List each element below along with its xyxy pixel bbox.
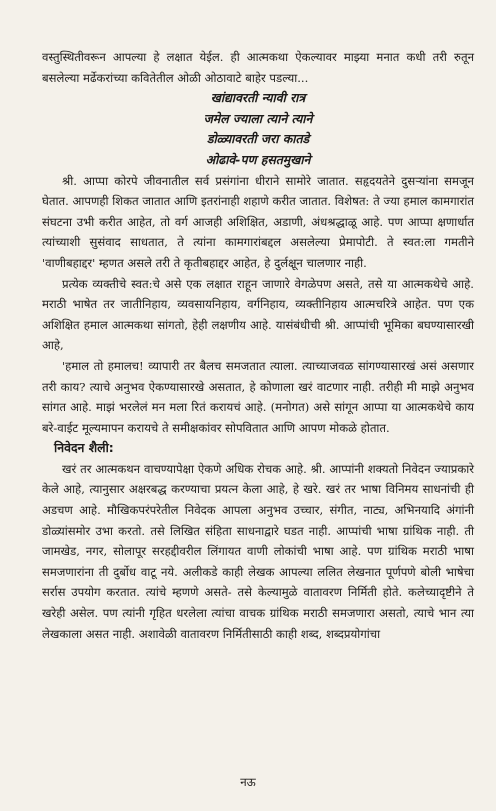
section-heading: निवेदन शैली: (54, 440, 114, 456)
paragraph-4: खरं तर आत्मकथन वाचण्यापेक्षा ऐकणे अधिक रोचक आहे. श्री. आप्पांनी शक्यतो निवेदन ज्याप्रकारे केले आहे, त्यानुसार अक्षरबद्ध करण्याचा प्रयत्न केला आहे, हे खरे. खरं तर भाषा विनिमय साधनांची ही अडचण आहे. मौखिकपरंपरेतील निवेदक आपला अनुभव उच्चार, संगीत, नाट्य, अभिनयादि अंगांनी डोळ्यांसमोर उभा करतो. तसे लिखित संहिता साधनाद्वारे घडत नाही. आप्पांची भाषा ग्रांथिक नाही. ती जामखेड, नगर, सोलापूर सरहद्दीवरील लिंगायत वाणी लोकांची भाषा आहे. पण ग्रांथिक मराठी भाषा समजणारांना ती दुर्बोध वाटू नये. अलीकडे काही लेखक आपल्या ललित लेखनात पूर्णपणे बोली भाषेचा सर्रास उपयोग करतात. त्यांचे म्हणणे असते- तसे केल्यामुळे वातावरण निर्मिती होते. कलेच्यादृष्टीने ते खरेही असेल. पण त्यांनी गृहित धरलेला त्यांचा वाचक ग्रांथिक मराठी समजणारा असतो, त्याचे भान त्या लेखकाला असत नाही. अशावेळी वातावरण निर्मितीसाठी काही शब्द, शब्दप्रयोगांचा (42, 461, 474, 641)
paragraph-3: 'हमाल तो हमालच! व्यापारी तर बैलच समजतात त्याला. त्याच्याजवळ सांगण्यासारखं असं असणार तरी काय? त्याचे अनुभव ऐकण्यासारखे असतात, हे कोणाला खरं वाटणार नाही. तरीही मी माझे अनुभव सांगत आहे. माझं भरलेलं मन मला रितं करायचं आहे. (मनोगत) असे सांगून आप्पा या आत्मकथेचे काय बरे-वाईट मूल्यमापन करायचे ते समीक्षकांवर सोपवितात आणि आपण मोकळे होतात. (42, 358, 474, 435)
poem-line: जमेल ज्याला त्याने त्याने (203, 110, 313, 126)
poem-quote (42, 88, 474, 170)
poem-line: ओढावे-पण हसतमुखाने (205, 151, 311, 167)
paragraph-2: प्रत्येक व्यक्तीचे स्वत:चे असे एक लक्षात राहून जाणारे वेगळेपण असते, तसे या आत्मकथेचे आहे. मराठी भाषेत तर जातीनिहाय, व्यवसायनिहाय, वर्गनिहाय, व्यक्तीनिहाय आत्मचरित्रे आहेत. पण एक अशिक्षित हमाल आत्मकथा सांगतो, हेही लक्षणीय आहे. यासंबंधीची श्री. आप्पांची भूमिका बघण्यासारखी आहे, (42, 276, 474, 353)
poem-line: डोळ्यावरती जरा कातडे (206, 131, 310, 147)
paragraph-1: श्री. आप्पा कोरपे जीवनातील सर्व प्रसंगांना धीराने सामोरे जातात. सहृदयतेने दुसऱ्यांना समजून घेतात. आपणही शिकत जातात आणि इतरांनाही शहाणे करीत जातात. विशेषत: ते ज्या हमाल कामगारांत संघटना उभी करीत आहेत, तो वर्ग आजही अशिक्षित, अडाणी, अंधश्रद्धाळू आहे. पण आप्पा क्षणार्धात त्यांच्याशी सुसंवाद साधतात, ते त्यांना कामगारांबद्दल असलेल्या प्रेमापोटी. ते स्वत:ला गमतीने 'वाणीबहाद्दर' म्हणत असले तरी ते कृतीबहाद्दर आहेत, हे दुर्लक्षून चालणार नाही. (42, 173, 474, 270)
page-number: नऊ (240, 775, 256, 789)
intro-paragraph: वस्तुस्थितीवरून आपल्या हे लक्षात येईल. ही आत्मकथा ऐकल्यावर माझ्या मनात कधी तरी रुतून बसलेल्या मर्ढेकरांच्या कवितेतील ओळी ओठावाटे बाहेर पडल्या... (42, 50, 474, 85)
poem-line: खांद्यावरती न्यावी रात्र (210, 90, 306, 106)
